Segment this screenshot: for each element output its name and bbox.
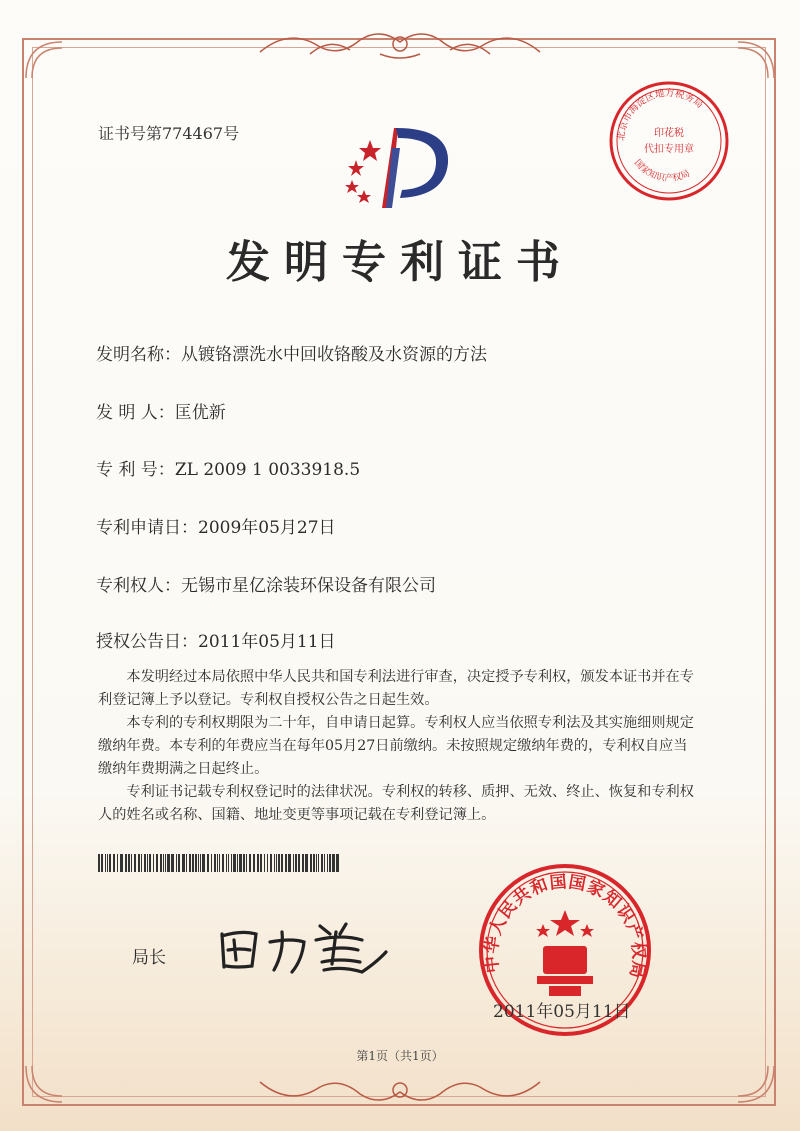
certificate-title: 发明专利证书	[226, 237, 574, 288]
inventor-value: 匡优新	[174, 403, 226, 423]
svg-text:国家知识产权局: 国家知识产权局	[631, 158, 692, 184]
field-invention-name	[96, 340, 487, 365]
body-paragraph-2: 本专利的专利权期限为二十年，自申请日起算。专利权人应当依照专利法及其实施细则规定缴纳年费。本专利的年费应当在每年05月27日前缴纳。未按照规定缴纳年费的，专利权自应当缴纳年费期满之日起终止。	[98, 715, 694, 777]
corner-ornament-tl	[24, 40, 64, 80]
corner-ornament-bl	[24, 1064, 64, 1104]
grant-date-value: 2011年05月11日	[198, 632, 336, 652]
certificate-body	[98, 666, 698, 827]
corner-ornament-tr	[736, 40, 776, 80]
field-inventor	[96, 398, 226, 423]
barcode	[98, 854, 342, 872]
corner-ornament-br	[736, 1064, 776, 1104]
seal-date: 2011年05月11日	[493, 1002, 631, 1022]
svg-text:印花税: 印花税	[654, 128, 684, 139]
top-ornament	[250, 22, 550, 62]
invention-name-value: 从镀铬漂洗水中回收铬酸及水资源的方法	[181, 345, 487, 365]
body-paragraph-3: 专利证书记载专利权登记时的法律状况。专利权的转移、质押、无效、终止、恢复和专利权人的姓名或名称、国籍、地址变更等事项记载在专利登记簿上。	[98, 784, 694, 823]
director-signature	[212, 912, 392, 982]
patent-office-logo	[330, 118, 460, 218]
filing-date-value: 2009年05月27日	[198, 518, 336, 538]
inventor-label: 发 明 人：	[96, 403, 175, 423]
patentee-value: 无锡市星亿涂装环保设备有限公司	[181, 576, 436, 596]
field-patent-number	[96, 455, 360, 480]
invention-name-label: 发明名称：	[96, 345, 181, 365]
svg-text:北京市海淀区地方税务局: 北京市海淀区地方税务局	[615, 87, 705, 142]
field-patentee	[96, 571, 436, 596]
svg-text:代扣专用章: 代扣专用章	[644, 144, 694, 155]
filing-date-label: 专利申请日：	[96, 518, 198, 538]
director-label: 局长	[132, 948, 166, 968]
bottom-ornament	[250, 1072, 550, 1112]
patentee-label: 专利权人：	[96, 576, 181, 596]
grant-date-label: 授权公告日：	[96, 632, 198, 652]
tax-stamp	[606, 78, 732, 204]
field-filing-date	[96, 513, 336, 538]
svg-text:中华人民共和国国家知识产权局: 中华人民共和国国家知识产权局	[481, 872, 649, 981]
page-footer: 第1页（共1页）	[356, 1049, 444, 1063]
body-paragraph-1: 本发明经过本局依照中华人民共和国专利法进行审查，决定授予专利权，颁发本证书并在专利登记簿上予以登记。专利权自授权公告之日起生效。	[98, 669, 694, 708]
patent-number-value: ZL 2009 1 0033918.5	[174, 460, 361, 480]
certificate-number: 证书号第774467号	[98, 124, 240, 143]
patent-number-label: 专 利 号：	[96, 460, 175, 480]
field-grant-date	[96, 627, 336, 652]
